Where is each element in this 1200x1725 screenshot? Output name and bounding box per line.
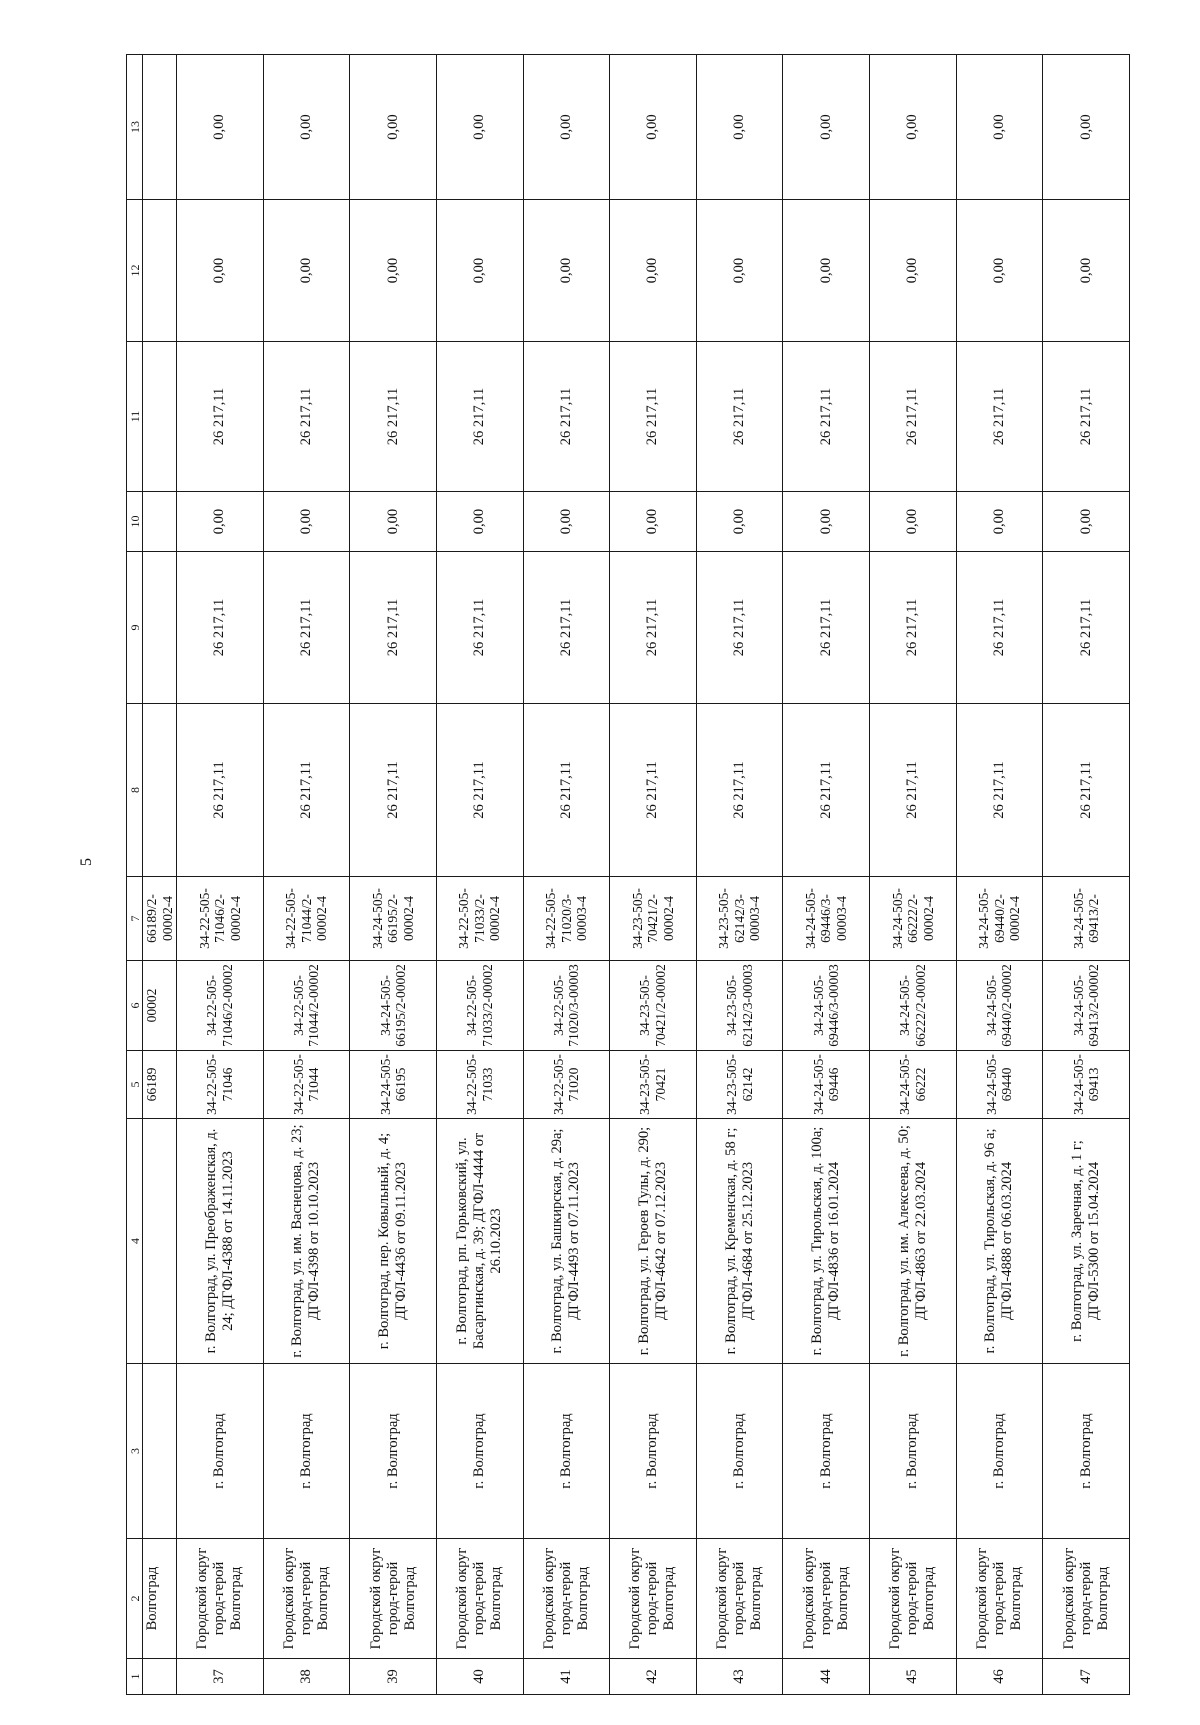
cadastral-code-cell: 34-24-505-66222 (870, 1051, 957, 1119)
row-number-cell: 42 (610, 1659, 697, 1695)
amount-col11-cell: 26 217,11 (956, 342, 1043, 492)
amount-col8-cell: 26 217,11 (783, 704, 870, 877)
address-contract-cell: г. Волгоград, ул. Тирольская, д. 100а; ДГФЛ-4836 от 16.01.2024 (783, 1119, 870, 1364)
amount-col13-cell: 0,00 (610, 55, 697, 200)
cadastral-code-cell: 34-23-505-62142 (696, 1051, 783, 1119)
municipality-cell: Городской округ город-герой Волгоград (956, 1539, 1043, 1659)
amount-col10-cell: 0,00 (350, 492, 437, 552)
amount-col12-cell: 0,00 (263, 200, 350, 342)
address-contract-cell (143, 1119, 177, 1364)
amount-col9-cell: 26 217,11 (610, 552, 697, 704)
amount-col10-cell: 10 (127, 492, 143, 552)
table-row (696, 55, 783, 1695)
municipality-cell: Городской округ город-герой Волгоград (350, 1539, 437, 1659)
record-code-cell: 66189/2-00002-4 (143, 877, 177, 961)
address-contract-cell: г. Волгоград, пер. Ковыльный, д. 4; ДГФЛ-4436 от 09.11.2023 (350, 1119, 437, 1364)
address-contract-cell: г. Волгоград, ул. Тирольская, д. 96 а; ДГФЛ-4888 от 06.03.2024 (956, 1119, 1043, 1364)
amount-col13-cell: 0,00 (523, 55, 610, 200)
municipality-cell: Городской округ город-герой Волгоград (177, 1539, 264, 1659)
table-row (263, 55, 350, 1695)
amount-col9-cell: 26 217,11 (436, 552, 523, 704)
amount-col11-cell: 11 (127, 342, 143, 492)
data-table (126, 54, 1130, 1695)
address-contract-cell: г. Волгоград, ул. Кременская, д. 58 г; ДГФЛ-4684 от 25.12.2023 (696, 1119, 783, 1364)
amount-col8-cell: 26 217,11 (696, 704, 783, 877)
amount-col9-cell: 26 217,11 (1043, 552, 1130, 704)
amount-col10-cell: 0,00 (696, 492, 783, 552)
amount-col13-cell: 0,00 (177, 55, 264, 200)
cadastral-code-cell: 66189 (143, 1051, 177, 1119)
row-number-cell: 43 (696, 1659, 783, 1695)
amount-col12-cell: 0,00 (177, 200, 264, 342)
object-code-cell: 00002 (143, 961, 177, 1051)
amount-col13-cell: 0,00 (696, 55, 783, 200)
settlement-cell: г. Волгоград (177, 1364, 264, 1539)
record-code-cell: 34-24-505-66222/2-00002-4 (870, 877, 957, 961)
cadastral-code-cell: 34-24-505-69413 (1043, 1051, 1130, 1119)
object-code-cell: 34-24-505-69446/3-00003 (783, 961, 870, 1051)
table-row (783, 55, 870, 1695)
settlement-cell: г. Волгоград (436, 1364, 523, 1539)
amount-col9-cell: 26 217,11 (696, 552, 783, 704)
cadastral-code-cell: 34-24-505-69446 (783, 1051, 870, 1119)
amount-col13-cell: 0,00 (263, 55, 350, 200)
row-number-cell: 1 (127, 1659, 143, 1695)
address-contract-cell: г. Волгоград, ул. Заречная, д. 1 г; ДГФЛ-5300 от 15.04.2024 (1043, 1119, 1130, 1364)
row-number-cell: 41 (523, 1659, 610, 1695)
record-code-cell: 34-24-505-66195/2-00002-4 (350, 877, 437, 961)
amount-col12-cell: 0,00 (870, 200, 957, 342)
settlement-cell: г. Волгоград (1043, 1364, 1130, 1539)
amount-col9-cell: 9 (127, 552, 143, 704)
settlement-cell: г. Волгоград (350, 1364, 437, 1539)
continuation-row (143, 55, 177, 1695)
amount-col11-cell: 26 217,11 (350, 342, 437, 492)
amount-col10-cell: 0,00 (523, 492, 610, 552)
address-contract-cell: г. Волгоград, ул. Героев Тулы, д. 290; ДГФЛ-4642 от 07.12.2023 (610, 1119, 697, 1364)
amount-col8-cell: 26 217,11 (177, 704, 264, 877)
amount-col11-cell (143, 342, 177, 492)
object-code-cell: 34-24-505-69413/2-00002 (1043, 961, 1130, 1051)
row-number-cell: 40 (436, 1659, 523, 1695)
amount-col10-cell: 0,00 (1043, 492, 1130, 552)
amount-col12-cell (143, 200, 177, 342)
municipality-cell: Городской округ город-герой Волгоград (1043, 1539, 1130, 1659)
settlement-cell: 3 (127, 1364, 143, 1539)
amount-col9-cell: 26 217,11 (956, 552, 1043, 704)
object-code-cell: 6 (127, 961, 143, 1051)
municipality-cell: Городской округ город-герой Волгоград (870, 1539, 957, 1659)
address-contract-cell: г. Волгоград, ул. Преображенская, д. 24; ДГФЛ-4388 от 14.11.2023 (177, 1119, 264, 1364)
amount-col10-cell: 0,00 (870, 492, 957, 552)
row-number-cell: 44 (783, 1659, 870, 1695)
address-contract-cell: г. Волгоград, ул. Башкирская, д. 29а; ДГФЛ-4493 от 07.11.2023 (523, 1119, 610, 1364)
amount-col13-cell: 0,00 (783, 55, 870, 200)
amount-col10-cell (143, 492, 177, 552)
amount-col8-cell: 8 (127, 704, 143, 877)
record-code-cell: 34-22-505-71020/3-00003-4 (523, 877, 610, 961)
cadastral-code-cell: 34-24-505-69440 (956, 1051, 1043, 1119)
amount-col11-cell: 26 217,11 (263, 342, 350, 492)
amount-col9-cell: 26 217,11 (350, 552, 437, 704)
cadastral-code-cell: 34-24-505-66195 (350, 1051, 437, 1119)
amount-col9-cell: 26 217,11 (523, 552, 610, 704)
address-contract-cell: г. Волгоград, рп. Горьковский, ул. Басаргинская, д. 39; ДГФЛ-4444 от 26.10.2023 (436, 1119, 523, 1364)
table-row (436, 55, 523, 1695)
cadastral-code-cell: 34-22-505-71046 (177, 1051, 264, 1119)
settlement-cell: г. Волгоград (610, 1364, 697, 1539)
table-row (1043, 55, 1130, 1695)
cadastral-code-cell: 34-22-505-71044 (263, 1051, 350, 1119)
amount-col13-cell: 0,00 (870, 55, 957, 200)
amount-col10-cell: 0,00 (436, 492, 523, 552)
table-row (350, 55, 437, 1695)
cadastral-code-cell: 34-22-505-71020 (523, 1051, 610, 1119)
amount-col13-cell (143, 55, 177, 200)
amount-col11-cell: 26 217,11 (436, 342, 523, 492)
address-contract-cell: 4 (127, 1119, 143, 1364)
cadastral-code-cell: 34-23-505-70421 (610, 1051, 697, 1119)
settlement-cell: г. Волгоград (783, 1364, 870, 1539)
record-code-cell: 7 (127, 877, 143, 961)
table-row (523, 55, 610, 1695)
table-body (127, 55, 1130, 1695)
settlement-cell (143, 1364, 177, 1539)
row-number-cell (143, 1659, 177, 1695)
municipality-cell: Городской округ город-герой Волгоград (783, 1539, 870, 1659)
row-number-cell: 46 (956, 1659, 1043, 1695)
record-code-cell: 34-23-505-70421/2-00002-4 (610, 877, 697, 961)
amount-col10-cell: 0,00 (177, 492, 264, 552)
object-code-cell: 34-24-505-66222/2-00002 (870, 961, 957, 1051)
amount-col11-cell: 26 217,11 (870, 342, 957, 492)
row-number-cell: 39 (350, 1659, 437, 1695)
object-code-cell: 34-24-505-69440/2-00002 (956, 961, 1043, 1051)
record-code-cell: 34-24-505-69413/2- (1043, 877, 1130, 961)
row-number-cell: 38 (263, 1659, 350, 1695)
amount-col11-cell: 26 217,11 (1043, 342, 1130, 492)
amount-col8-cell: 26 217,11 (436, 704, 523, 877)
amount-col10-cell: 0,00 (956, 492, 1043, 552)
address-contract-cell: г. Волгоград, ул. им. Алексеева, д. 50; ДГФЛ-4863 от 22.03.2024 (870, 1119, 957, 1364)
amount-col12-cell: 0,00 (1043, 200, 1130, 342)
object-code-cell: 34-22-505-71020/3-00003 (523, 961, 610, 1051)
amount-col13-cell: 0,00 (1043, 55, 1130, 200)
municipality-cell: 2 (127, 1539, 143, 1659)
amount-col10-cell: 0,00 (263, 492, 350, 552)
amount-col10-cell: 0,00 (783, 492, 870, 552)
amount-col12-cell: 0,00 (696, 200, 783, 342)
cadastral-code-cell: 34-22-505-71033 (436, 1051, 523, 1119)
amount-col9-cell (143, 552, 177, 704)
cadastral-code-cell: 5 (127, 1051, 143, 1119)
amount-col13-cell: 0,00 (956, 55, 1043, 200)
rotated-table-container (126, 55, 1130, 1695)
record-code-cell: 34-24-505-69440/2-00002-4 (956, 877, 1043, 961)
settlement-cell: г. Волгоград (263, 1364, 350, 1539)
record-code-cell: 34-22-505-71046/2-00002-4 (177, 877, 264, 961)
municipality-cell: Городской округ город-герой Волгоград (610, 1539, 697, 1659)
amount-col12-cell: 0,00 (523, 200, 610, 342)
amount-col11-cell: 26 217,11 (610, 342, 697, 492)
amount-col13-cell: 0,00 (436, 55, 523, 200)
record-code-cell: 34-22-505-71033/2-00002-4 (436, 877, 523, 961)
page-number: 5 (78, 858, 95, 866)
amount-col10-cell: 0,00 (610, 492, 697, 552)
settlement-cell: г. Волгоград (696, 1364, 783, 1539)
amount-col12-cell: 0,00 (610, 200, 697, 342)
amount-col12-cell: 0,00 (783, 200, 870, 342)
amount-col9-cell: 26 217,11 (263, 552, 350, 704)
amount-col12-cell: 0,00 (350, 200, 437, 342)
object-code-cell: 34-22-505-71046/2-00002 (177, 961, 264, 1051)
amount-col8-cell (143, 704, 177, 877)
amount-col11-cell: 26 217,11 (177, 342, 264, 492)
record-code-cell: 34-23-505-62142/3-00003-4 (696, 877, 783, 961)
municipality-cell: Городской округ город-герой Волгоград (523, 1539, 610, 1659)
amount-col9-cell: 26 217,11 (783, 552, 870, 704)
amount-col8-cell: 26 217,11 (1043, 704, 1130, 877)
municipality-cell: Городской округ город-герой Волгоград (696, 1539, 783, 1659)
record-code-cell: 34-24-505-69446/3-00003-4 (783, 877, 870, 961)
amount-col12-cell: 0,00 (956, 200, 1043, 342)
municipality-cell: Городской округ город-герой Волгоград (436, 1539, 523, 1659)
amount-col8-cell: 26 217,11 (956, 704, 1043, 877)
object-code-cell: 34-23-505-62142/3-00003 (696, 961, 783, 1051)
amount-col12-cell: 0,00 (436, 200, 523, 342)
amount-col12-cell: 12 (127, 200, 143, 342)
settlement-cell: г. Волгоград (523, 1364, 610, 1539)
amount-col11-cell: 26 217,11 (783, 342, 870, 492)
amount-col8-cell: 26 217,11 (350, 704, 437, 877)
row-number-cell: 47 (1043, 1659, 1130, 1695)
amount-col8-cell: 26 217,11 (610, 704, 697, 877)
object-code-cell: 34-24-505-66195/2-00002 (350, 961, 437, 1051)
object-code-cell: 34-22-505-71033/2-00002 (436, 961, 523, 1051)
table-row (956, 55, 1043, 1695)
record-code-cell: 34-22-505-71044/2-00002-4 (263, 877, 350, 961)
object-code-cell: 34-22-505-71044/2-00002 (263, 961, 350, 1051)
row-number-cell: 45 (870, 1659, 957, 1695)
settlement-cell: г. Волгоград (870, 1364, 957, 1539)
amount-col8-cell: 26 217,11 (263, 704, 350, 877)
amount-col8-cell: 26 217,11 (523, 704, 610, 877)
row-number-cell: 37 (177, 1659, 264, 1695)
amount-col8-cell: 26 217,11 (870, 704, 957, 877)
municipality-cell: Волгоград (143, 1539, 177, 1659)
address-contract-cell: г. Волгоград, ул. им. Васнецова, д. 23; ДГФЛ-4398 от 10.10.2023 (263, 1119, 350, 1364)
amount-col13-cell: 13 (127, 55, 143, 200)
municipality-cell: Городской округ город-герой Волгоград (263, 1539, 350, 1659)
amount-col11-cell: 26 217,11 (696, 342, 783, 492)
settlement-cell: г. Волгоград (956, 1364, 1043, 1539)
table-row (870, 55, 957, 1695)
object-code-cell: 34-23-505-70421/2-00002 (610, 961, 697, 1051)
amount-col11-cell: 26 217,11 (523, 342, 610, 492)
table-row (177, 55, 264, 1695)
amount-col9-cell: 26 217,11 (177, 552, 264, 704)
amount-col9-cell: 26 217,11 (870, 552, 957, 704)
header-row (127, 55, 143, 1695)
amount-col13-cell: 0,00 (350, 55, 437, 200)
table-row (610, 55, 697, 1695)
